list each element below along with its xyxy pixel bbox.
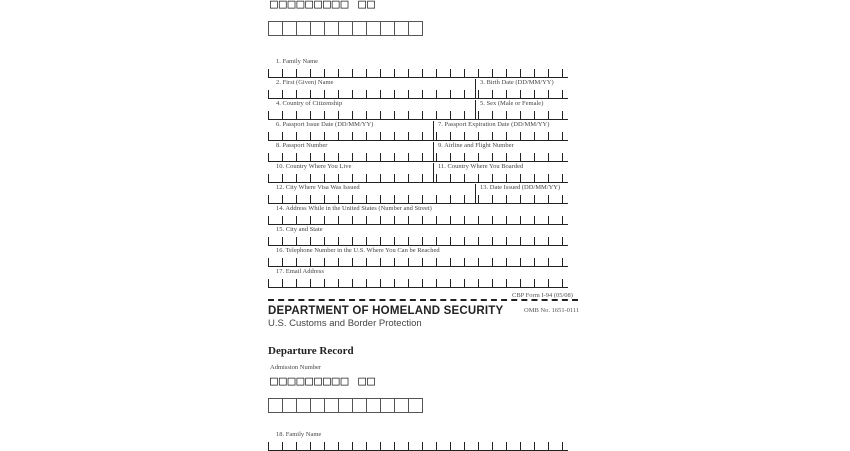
departure-admission-glyphs: □□□□□□□□□ □□ bbox=[270, 374, 376, 389]
passport-dates-field[interactable] bbox=[268, 121, 568, 141]
column-divider bbox=[475, 79, 476, 99]
country-citizenship-label: 4. Country of Citizenship bbox=[276, 100, 343, 107]
column-divider bbox=[433, 163, 434, 183]
family-name-label: 1. Family Name bbox=[276, 58, 319, 65]
country-live-label: 10. Country Where You Live bbox=[276, 163, 352, 170]
telephone-field[interactable] bbox=[268, 247, 568, 267]
telephone-label: 16. Telephone Number in the U.S. Where You Can be Reached bbox=[276, 247, 440, 254]
email-field[interactable] bbox=[268, 268, 568, 288]
sex-label: 5. Sex (Male or Female) bbox=[480, 100, 544, 107]
agency-name: U.S. Customs and Border Protection bbox=[268, 318, 422, 329]
birth-date-label: 3. Birth Date (DD/MM/YY) bbox=[480, 79, 554, 86]
form-number: CBP Form I-94 (05/08) bbox=[512, 292, 573, 299]
column-divider bbox=[433, 121, 434, 141]
omb-number: OMB No. 1651-0111 bbox=[524, 307, 580, 314]
departure-family-name-label: 18. Family Name bbox=[276, 431, 322, 438]
us-address-field[interactable] bbox=[268, 205, 568, 225]
country-live-field[interactable] bbox=[268, 163, 568, 183]
column-divider bbox=[475, 100, 476, 120]
departure-record-title: Departure Record bbox=[268, 345, 354, 357]
departure-family-name-field[interactable] bbox=[268, 431, 568, 451]
departure-admission-boxes[interactable] bbox=[268, 398, 422, 413]
country-boarded-label: 11. Country Where You Boarded bbox=[438, 163, 524, 170]
city-visa-field[interactable] bbox=[268, 184, 568, 204]
date-issued-label: 13. Date Issued (DD/MM/YY) bbox=[480, 184, 561, 191]
country-citizenship-field[interactable] bbox=[268, 100, 568, 120]
passport-issue-date-label: 6. Passport Issue Date (DD/MM/YY) bbox=[276, 121, 374, 128]
passport-number-label: 8. Passport Number bbox=[276, 142, 328, 149]
city-visa-label: 12. City Where Visa Was Issued bbox=[276, 184, 360, 191]
passport-expiration-label: 7. Passport Expiration Date (DD/MM/YY) bbox=[438, 121, 550, 128]
city-state-field[interactable] bbox=[268, 226, 568, 246]
family-name-field[interactable] bbox=[268, 58, 568, 78]
passport-number-field[interactable] bbox=[268, 142, 568, 162]
column-divider bbox=[475, 184, 476, 204]
email-label: 17. Email Address bbox=[276, 268, 324, 275]
admission-number-label: Admission Number bbox=[270, 364, 322, 371]
us-address-label: 14. Address While in the United States (Number and Street) bbox=[276, 205, 432, 212]
admission-number-glyphs: □□□□□□□□□ □□ bbox=[270, 0, 376, 12]
admission-number-boxes[interactable] bbox=[268, 21, 422, 36]
first-name-field[interactable] bbox=[268, 79, 568, 99]
city-state-label: 15. City and State bbox=[276, 226, 323, 233]
department-title: DEPARTMENT OF HOMELAND SECURITY bbox=[268, 305, 504, 317]
tear-line bbox=[268, 299, 578, 301]
airline-flight-label: 9. Airline and Flight Number bbox=[438, 142, 514, 149]
first-name-label: 2. First (Given) Name bbox=[276, 79, 334, 86]
column-divider bbox=[433, 142, 434, 162]
